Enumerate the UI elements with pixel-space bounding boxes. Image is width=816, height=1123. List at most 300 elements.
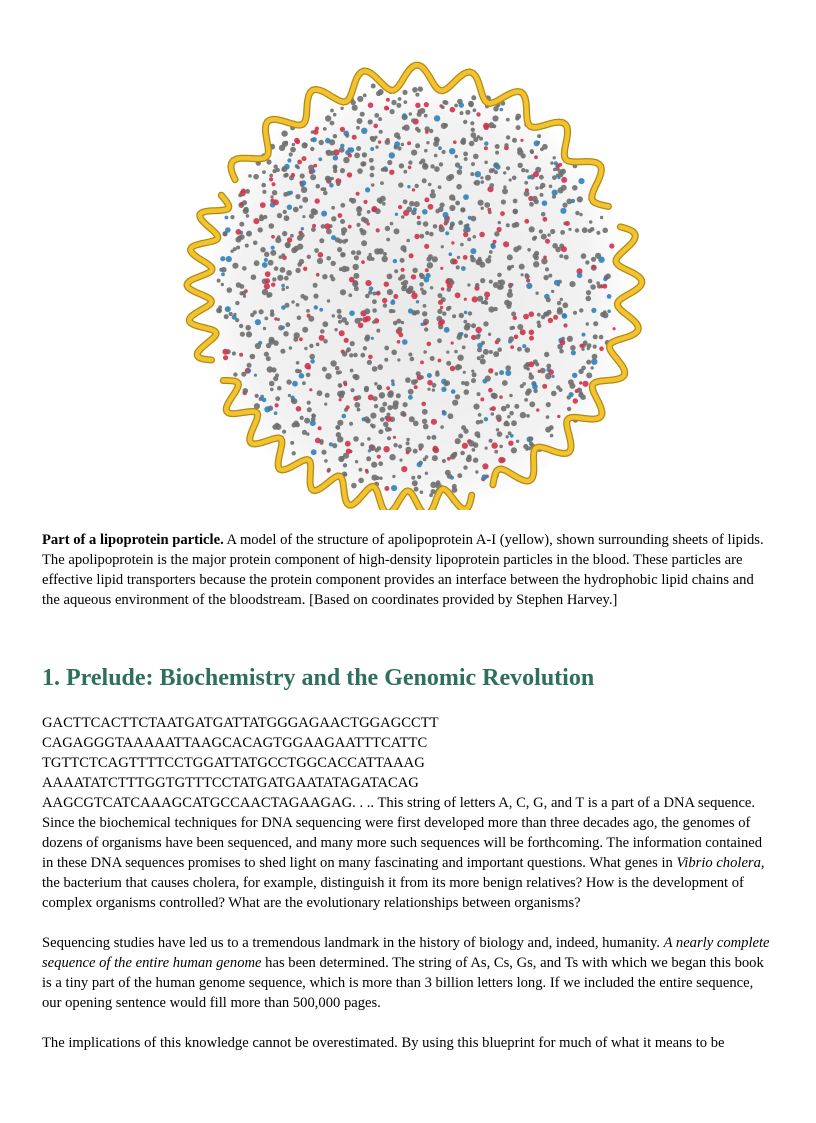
atom: [503, 171, 506, 174]
atom: [575, 389, 579, 393]
atom: [316, 273, 320, 277]
atom: [400, 258, 405, 263]
atom: [264, 406, 270, 412]
atom: [319, 238, 324, 243]
atom: [263, 215, 267, 219]
atom: [357, 408, 361, 412]
atom: [282, 326, 285, 329]
atom: [411, 150, 417, 156]
atom: [473, 154, 479, 160]
atom: [422, 409, 428, 415]
atom: [311, 227, 316, 232]
atom: [315, 438, 321, 444]
atom: [457, 355, 463, 361]
atom: [572, 185, 578, 191]
atom: [406, 441, 410, 445]
atom: [349, 422, 353, 426]
atom: [473, 404, 479, 410]
atom: [488, 368, 493, 373]
atom: [356, 206, 362, 212]
atom: [306, 309, 310, 313]
atom: [450, 107, 456, 113]
atom: [534, 140, 540, 146]
atom: [485, 175, 491, 181]
atom: [409, 201, 415, 207]
atom: [524, 191, 530, 197]
atom: [417, 462, 422, 467]
atom: [458, 220, 463, 225]
atom: [343, 463, 347, 467]
lipoprotein-molecule-illustration: [170, 34, 650, 510]
atom: [415, 103, 420, 108]
atom: [550, 229, 555, 234]
atom: [277, 275, 283, 281]
atom: [472, 296, 478, 302]
atom: [352, 135, 357, 140]
atom: [471, 323, 476, 328]
atom: [282, 231, 287, 236]
atom: [424, 102, 429, 107]
atom: [313, 294, 318, 299]
atom: [370, 413, 376, 419]
atom: [299, 259, 304, 264]
atom: [414, 234, 419, 239]
atom: [275, 237, 281, 243]
atom: [511, 312, 516, 317]
atom: [596, 231, 600, 235]
atom: [464, 311, 468, 315]
atom: [560, 298, 563, 301]
atom: [483, 349, 489, 355]
atom: [371, 206, 377, 212]
atom: [470, 172, 474, 176]
atom: [397, 340, 401, 344]
atom: [387, 274, 393, 280]
atom: [582, 381, 588, 387]
atom: [387, 289, 393, 295]
atom: [560, 208, 566, 214]
paragraph-2: [42, 933, 770, 1013]
atom: [487, 208, 491, 212]
atom: [290, 147, 296, 153]
atom: [342, 239, 347, 244]
atom: [430, 164, 434, 168]
atom: [403, 170, 407, 174]
atom: [238, 193, 242, 197]
atom: [402, 113, 406, 117]
atom: [250, 313, 254, 317]
atom: [575, 228, 579, 232]
atom: [380, 417, 385, 422]
atom: [541, 234, 547, 240]
atom: [376, 329, 380, 333]
atom: [346, 405, 350, 409]
atom: [388, 428, 391, 431]
atom: [275, 396, 280, 401]
atom: [242, 200, 247, 205]
atom: [368, 290, 372, 294]
atom: [239, 353, 243, 357]
atom: [254, 260, 260, 266]
atom: [485, 447, 488, 450]
atom: [377, 364, 383, 370]
atom: [357, 118, 363, 124]
atom: [281, 305, 286, 310]
atom: [376, 291, 380, 295]
atom: [465, 226, 469, 230]
atom: [525, 273, 529, 277]
atom: [380, 196, 386, 202]
atom: [242, 266, 247, 271]
atom: [402, 90, 407, 95]
atom: [505, 370, 511, 376]
atom: [451, 241, 454, 244]
atom: [341, 266, 347, 272]
atom: [537, 324, 541, 328]
atom: [307, 407, 312, 412]
atom: [461, 208, 465, 212]
atom: [271, 246, 275, 250]
atom: [367, 437, 371, 441]
atom: [321, 211, 327, 217]
atom: [338, 239, 343, 244]
atom: [377, 385, 382, 390]
atom: [286, 270, 292, 276]
atom: [579, 344, 583, 348]
atom: [370, 423, 374, 427]
atom: [361, 240, 367, 246]
atom: [398, 205, 402, 209]
atom: [390, 109, 395, 114]
atom: [282, 430, 286, 434]
atom: [376, 228, 380, 232]
atom: [593, 334, 598, 339]
atom: [472, 372, 477, 377]
atom: [230, 215, 234, 219]
atom: [361, 217, 366, 222]
atom: [259, 309, 264, 314]
atom: [267, 366, 273, 372]
sequence-line: TGTTCTCAGTTTTCCTGGATTATGCCTGGCACCATTAAAG: [42, 755, 425, 771]
atom: [247, 363, 252, 368]
atom: [363, 346, 367, 350]
atom: [415, 184, 419, 188]
atom: [586, 296, 592, 302]
atom: [290, 441, 294, 445]
atom: [365, 334, 370, 339]
atom: [227, 287, 233, 293]
atom: [449, 148, 455, 154]
atom: [488, 388, 493, 393]
atom: [558, 388, 562, 392]
atom: [408, 353, 412, 357]
atom: [452, 487, 458, 493]
atom: [411, 293, 417, 299]
atom: [508, 441, 513, 446]
atom: [464, 298, 467, 301]
atom: [423, 458, 427, 462]
atom: [526, 414, 530, 418]
atom: [358, 478, 364, 484]
atom: [557, 344, 563, 350]
atom: [455, 438, 461, 444]
atom: [374, 248, 380, 254]
atom: [449, 205, 455, 211]
atom: [255, 319, 261, 325]
atom: [275, 403, 279, 407]
paragraph-1-italic: Vibrio cholera,: [676, 855, 765, 871]
atom: [496, 428, 499, 431]
atom: [419, 282, 424, 287]
atom: [413, 449, 418, 454]
atom: [427, 388, 430, 391]
atom: [422, 209, 428, 215]
atom: [247, 369, 251, 373]
atom: [327, 468, 331, 472]
atom: [370, 136, 374, 140]
atom: [524, 398, 528, 402]
atom: [313, 164, 317, 168]
atom: [356, 192, 360, 196]
atom: [393, 259, 397, 263]
atom: [331, 235, 336, 240]
atom: [283, 331, 289, 337]
atom: [438, 185, 442, 189]
atom: [519, 264, 525, 270]
atom: [282, 166, 288, 172]
atom: [269, 174, 273, 178]
atom: [442, 411, 447, 416]
atom: [419, 108, 425, 114]
sequence-line: AAAATATCTTTGGTGTTTCCTATGATGAATATAGATACAG: [42, 775, 419, 791]
atom: [384, 486, 389, 491]
atom: [374, 382, 378, 386]
atom: [382, 298, 387, 303]
atom: [542, 384, 547, 389]
atom: [326, 176, 332, 182]
atom: [494, 231, 499, 236]
atom: [433, 141, 439, 147]
atom: [401, 268, 405, 272]
atom: [494, 170, 498, 174]
atom: [596, 281, 600, 285]
atom: [489, 168, 494, 173]
atom: [393, 436, 396, 439]
atom: [272, 182, 276, 186]
atom: [387, 436, 391, 440]
atom: [527, 175, 531, 179]
atom: [430, 286, 433, 289]
atom: [540, 147, 544, 151]
atom: [317, 258, 323, 264]
atom: [226, 256, 232, 262]
atom: [460, 243, 464, 247]
atom: [383, 446, 389, 452]
atom: [349, 353, 353, 357]
atom: [520, 412, 526, 418]
atom: [338, 383, 343, 388]
atom: [341, 253, 344, 256]
atom: [340, 127, 345, 132]
atom: [401, 215, 405, 219]
atom: [330, 121, 335, 126]
atom: [365, 316, 371, 322]
atom: [379, 407, 385, 413]
atom: [465, 110, 470, 115]
atom: [424, 244, 429, 249]
atom: [264, 352, 269, 357]
atom: [348, 293, 352, 297]
atom: [482, 463, 488, 469]
atom: [506, 404, 510, 408]
atom: [371, 183, 375, 187]
atom: [403, 199, 408, 204]
paragraph-1: [42, 713, 770, 913]
atom: [356, 126, 360, 130]
atom: [337, 247, 342, 252]
atom: [354, 402, 360, 408]
atom: [291, 173, 295, 177]
atom: [269, 223, 275, 229]
atom: [333, 113, 337, 117]
atom: [543, 217, 548, 222]
atom: [262, 398, 267, 403]
atom: [515, 114, 521, 120]
atom: [284, 276, 289, 281]
atom: [351, 250, 356, 255]
atom: [589, 220, 593, 224]
atom: [537, 134, 541, 138]
atom: [302, 215, 305, 218]
atom: [394, 132, 400, 138]
atom: [533, 253, 539, 259]
atom: [386, 386, 390, 390]
atom: [374, 404, 378, 408]
atom: [414, 201, 420, 207]
atom: [454, 155, 458, 159]
atom: [217, 279, 221, 283]
atom: [359, 468, 363, 472]
lipoprotein-figure: [170, 34, 650, 510]
atom: [386, 413, 390, 417]
atom: [398, 97, 402, 101]
atom: [384, 358, 388, 362]
atom: [455, 201, 460, 206]
atom: [464, 334, 468, 338]
atom: [221, 283, 224, 286]
atom: [446, 361, 451, 366]
atom: [379, 392, 385, 398]
atom: [415, 93, 419, 97]
atom: [324, 459, 328, 463]
atom: [575, 211, 579, 215]
atom: [448, 306, 452, 310]
atom: [336, 425, 341, 430]
atom: [533, 261, 539, 267]
atom: [329, 139, 335, 145]
atom: [463, 465, 467, 469]
atom: [473, 235, 477, 239]
atom: [442, 459, 446, 463]
atom: [389, 309, 393, 313]
atom: [359, 318, 363, 322]
atom: [282, 287, 286, 291]
atom: [236, 246, 240, 250]
atom: [368, 355, 373, 360]
atom: [587, 347, 590, 350]
atom: [233, 372, 237, 376]
atom: [467, 283, 470, 286]
atom: [510, 326, 514, 330]
atom: [289, 152, 293, 156]
atom: [415, 310, 420, 315]
atom: [463, 194, 469, 200]
atom: [526, 388, 532, 394]
atom: [559, 254, 563, 258]
atom: [471, 378, 476, 383]
atom: [406, 438, 410, 442]
atom: [393, 294, 398, 299]
atom: [516, 440, 519, 443]
atom: [405, 377, 411, 383]
atom: [497, 273, 502, 278]
atom: [407, 141, 411, 145]
atom: [391, 350, 397, 356]
atom: [593, 345, 597, 349]
atom: [246, 331, 252, 337]
atom: [506, 301, 512, 307]
atom: [593, 321, 598, 326]
atom: [540, 193, 544, 197]
atom: [414, 385, 418, 389]
atom: [270, 309, 274, 313]
atom: [476, 327, 482, 333]
atom: [414, 487, 419, 492]
atom: [585, 260, 589, 264]
atom: [471, 370, 474, 373]
atom: [518, 163, 523, 168]
atom: [340, 390, 345, 395]
atom: [333, 169, 337, 173]
atom: [502, 188, 508, 194]
atom: [314, 248, 319, 253]
atom: [277, 213, 282, 218]
atom: [507, 415, 510, 418]
atom: [439, 226, 445, 232]
atom: [406, 239, 410, 243]
atom: [331, 261, 336, 266]
atom: [458, 434, 463, 439]
atom: [353, 353, 358, 358]
atom: [307, 366, 311, 370]
atom: [380, 181, 384, 185]
atom: [406, 451, 410, 455]
atom: [350, 341, 355, 346]
atom: [579, 381, 582, 384]
atom: [272, 190, 277, 195]
atom: [598, 257, 604, 263]
atom: [602, 312, 608, 318]
atom: [428, 183, 432, 187]
atom: [297, 160, 302, 165]
atom: [291, 398, 297, 404]
atom: [491, 442, 497, 448]
atom: [429, 232, 434, 237]
atom: [425, 130, 429, 134]
atom: [552, 175, 557, 180]
atom: [273, 199, 279, 205]
atom: [539, 175, 544, 180]
